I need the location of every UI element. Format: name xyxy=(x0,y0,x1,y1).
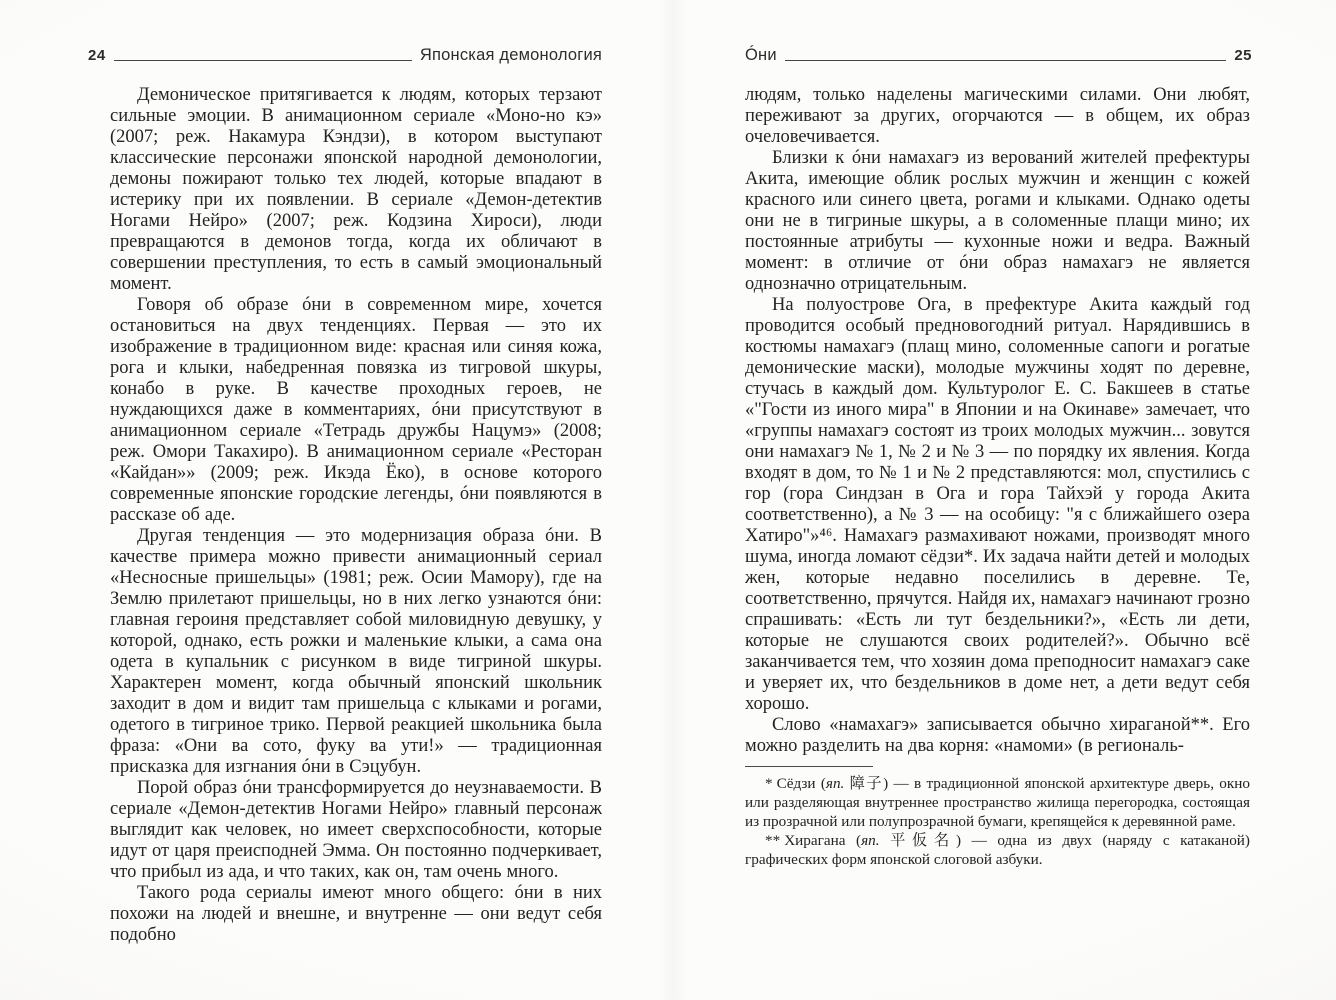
paragraph: Говоря об образе óни в современном мире, хочется остановиться на двух тенденциях. Первая — это их изображение в традиционном виде: красная или синяя кожа, рога и клыки, набедренная повязка из тигровой шкуры, конабо в руке. В качестве проходных героев, не нуждающихся даже в комментариях, óни присутствуют в анимационном сериале «Тетрадь дружбы Нацумэ» (2008; реж. Омори Такахиро). В анимационном сериале «Ресторан «Кайдан»» (2009; реж. Икэда Ёко), в основе которого современные японские городские легенды, óни появляются в рассказе об аде. xyxy=(110,295,602,525)
footnote-term: Хирагана ( xyxy=(784,832,862,849)
footnote-text: 障子) — в традиционной японской архитектуре дверь, окно или разделяющая внутреннее пространство жилища перегородка, состоящая из прозрачной или полупрозрачной бумаги, крепящейся к деревянной раме. xyxy=(745,775,1251,830)
running-title-right: Óни xyxy=(745,45,777,64)
footnote-marker: * xyxy=(765,775,773,792)
footnote-term: Сёдзи ( xyxy=(776,775,826,792)
header-rule-right xyxy=(785,60,1227,61)
footnote-lang-label: яп. xyxy=(825,775,845,792)
running-title-left: Японская демонология xyxy=(419,45,602,64)
page-number-left: 24 xyxy=(88,47,106,64)
paragraph: Порой образ óни трансформируется до неузнаваемости. В сериале «Демон-детектив Ногами Нейро» главный персонаж выглядит как человек, но имеет сверхспособности, которые идут от царя преисподней Эмма. Он постоянно подчеркивает, что прибыл из ада, и что таких, как он, там очень много. xyxy=(110,778,602,882)
footnote-marker: ** xyxy=(765,832,781,849)
paragraph: На полуострове Ога, в префектуре Акита каждый год проводится особый предновогодний ритуал. Нарядившись в костюмы намахагэ (плащ мино, соломенные сапоги и рогатые демонические маски), молодые мужчины ходят по деревне, стучась в каждый дом. Культуролог Е. С. Бакшеев в статье «"Гости из иного мира" в Японии и на Окинаве» замечает, что «группы намахагэ состоят из троих молодых мужчин... зовутся они намахагэ № 1, № 2 и № 3 — по порядку их явления. Когда входят в дом, то № 1 и № 2 представляются: мол, спустились с гор (гора Синдзан в Ога и гора Тайхэй у города Акита соответственно), а № 3 — на особицу: "я с ближайшего озера Хатиро"»⁴⁶. Намахагэ размахивают ножами, производят много шума, иногда ломают сёдзи*. Их задача найти детей и молодых жен, которые недавно поселились в деревне. Те, соответственно, прячутся. Найдя их, намахагэ начинают грозно спрашивать: «Есть ли тут бездельники?», «Есть ли дети, которые не слушаются своих родителей?». Обычно всё заканчивается тем, что хозяин дома преподносит намахагэ саке и уверяет их, что бездельников в доме нет, а дети ведут себя хорошо. xyxy=(745,295,1250,714)
gutter-shadow xyxy=(658,0,688,1000)
footnote-lang-label: яп. xyxy=(861,832,880,849)
page-left-body xyxy=(110,85,602,946)
footnote xyxy=(745,831,1250,869)
page-left-header xyxy=(88,46,602,63)
header-rule-left xyxy=(114,60,412,61)
paragraph-continuation: людям, только наделены магическими силами. Они любят, переживают за других, огорчаются — в общем, их образ очеловечивается. xyxy=(745,85,1250,147)
page-right-header xyxy=(745,46,1252,63)
paragraph: Слово «намахагэ» записывается обычно хираганой**. Его можно разделить на два корня: «намоми» (в региональ- xyxy=(745,715,1250,756)
paragraph: Близки к óни намахагэ из верований жителей префектуры Акита, имеющие облик рослых мужчин и женщин с кожей красного или синего цвета, рогами и клыками. Однако одеты они не в тигриные шкуры, а в соломенные плащи мино; их постоянные атрибуты — кухонные ножи и ведра. Важный момент: в отличие от óни образ намахагэ не является однозначно отрицательным. xyxy=(745,148,1250,294)
paragraph: Демоническое притягивается к людям, которых терзают сильные эмоции. В анимационном сериале «Моно-но кэ» (2007; реж. Накамура Кэндзи), в котором выступают классические персонажи японской народной демонологии, демоны пожирают только тех людей, которые впадают в истерику при их появлении. В сериале «Демон-детектив Ногами Нейро» (2007; реж. Кодзина Хироси), люди превращаются в демонов тогда, когда их обличают в совершении преступления, то есть в самый эмоциональный момент. xyxy=(110,85,602,294)
page-right xyxy=(745,46,1252,869)
page-right-body xyxy=(745,85,1250,757)
footnote-text: 平仮名) — одна из двух (наряду с катаканой) графических форм японской слоговой азбуки. xyxy=(745,832,1250,868)
paragraph: Такого рода сериалы имеют много общего: óни в них похожи на людей и внешне, и внутренне — они ведут себя подобно xyxy=(110,883,602,945)
footnote xyxy=(745,774,1250,831)
paragraph: Другая тенденция — это модернизация образа óни. В качестве примера можно привести анимационный сериал «Несносные пришельцы» (1981; реж. Осии Мамору), где на Землю прилетают пришельцы, но в них легко узнаются óни: главная героиня представляет собой миловидную девушку, у которой, однако, есть рожки и маленькие клыки, а сама она одета в купальник с рисунком в виде тигриной шкуры. Характерен момент, когда обычный японский школьник заходит в дом и видит там пришельца с клыками и рогами, одетого в тигриное трико. Первой реакцией школьника была фраза: «Они ва сото, фуку ва ути!» — традиционная присказка для изгнания óни в Сэцубун. xyxy=(110,526,602,777)
page-number-right: 25 xyxy=(1234,47,1252,64)
footnotes-block xyxy=(745,766,1250,869)
footnote-separator xyxy=(745,766,873,767)
page-left xyxy=(88,46,602,946)
